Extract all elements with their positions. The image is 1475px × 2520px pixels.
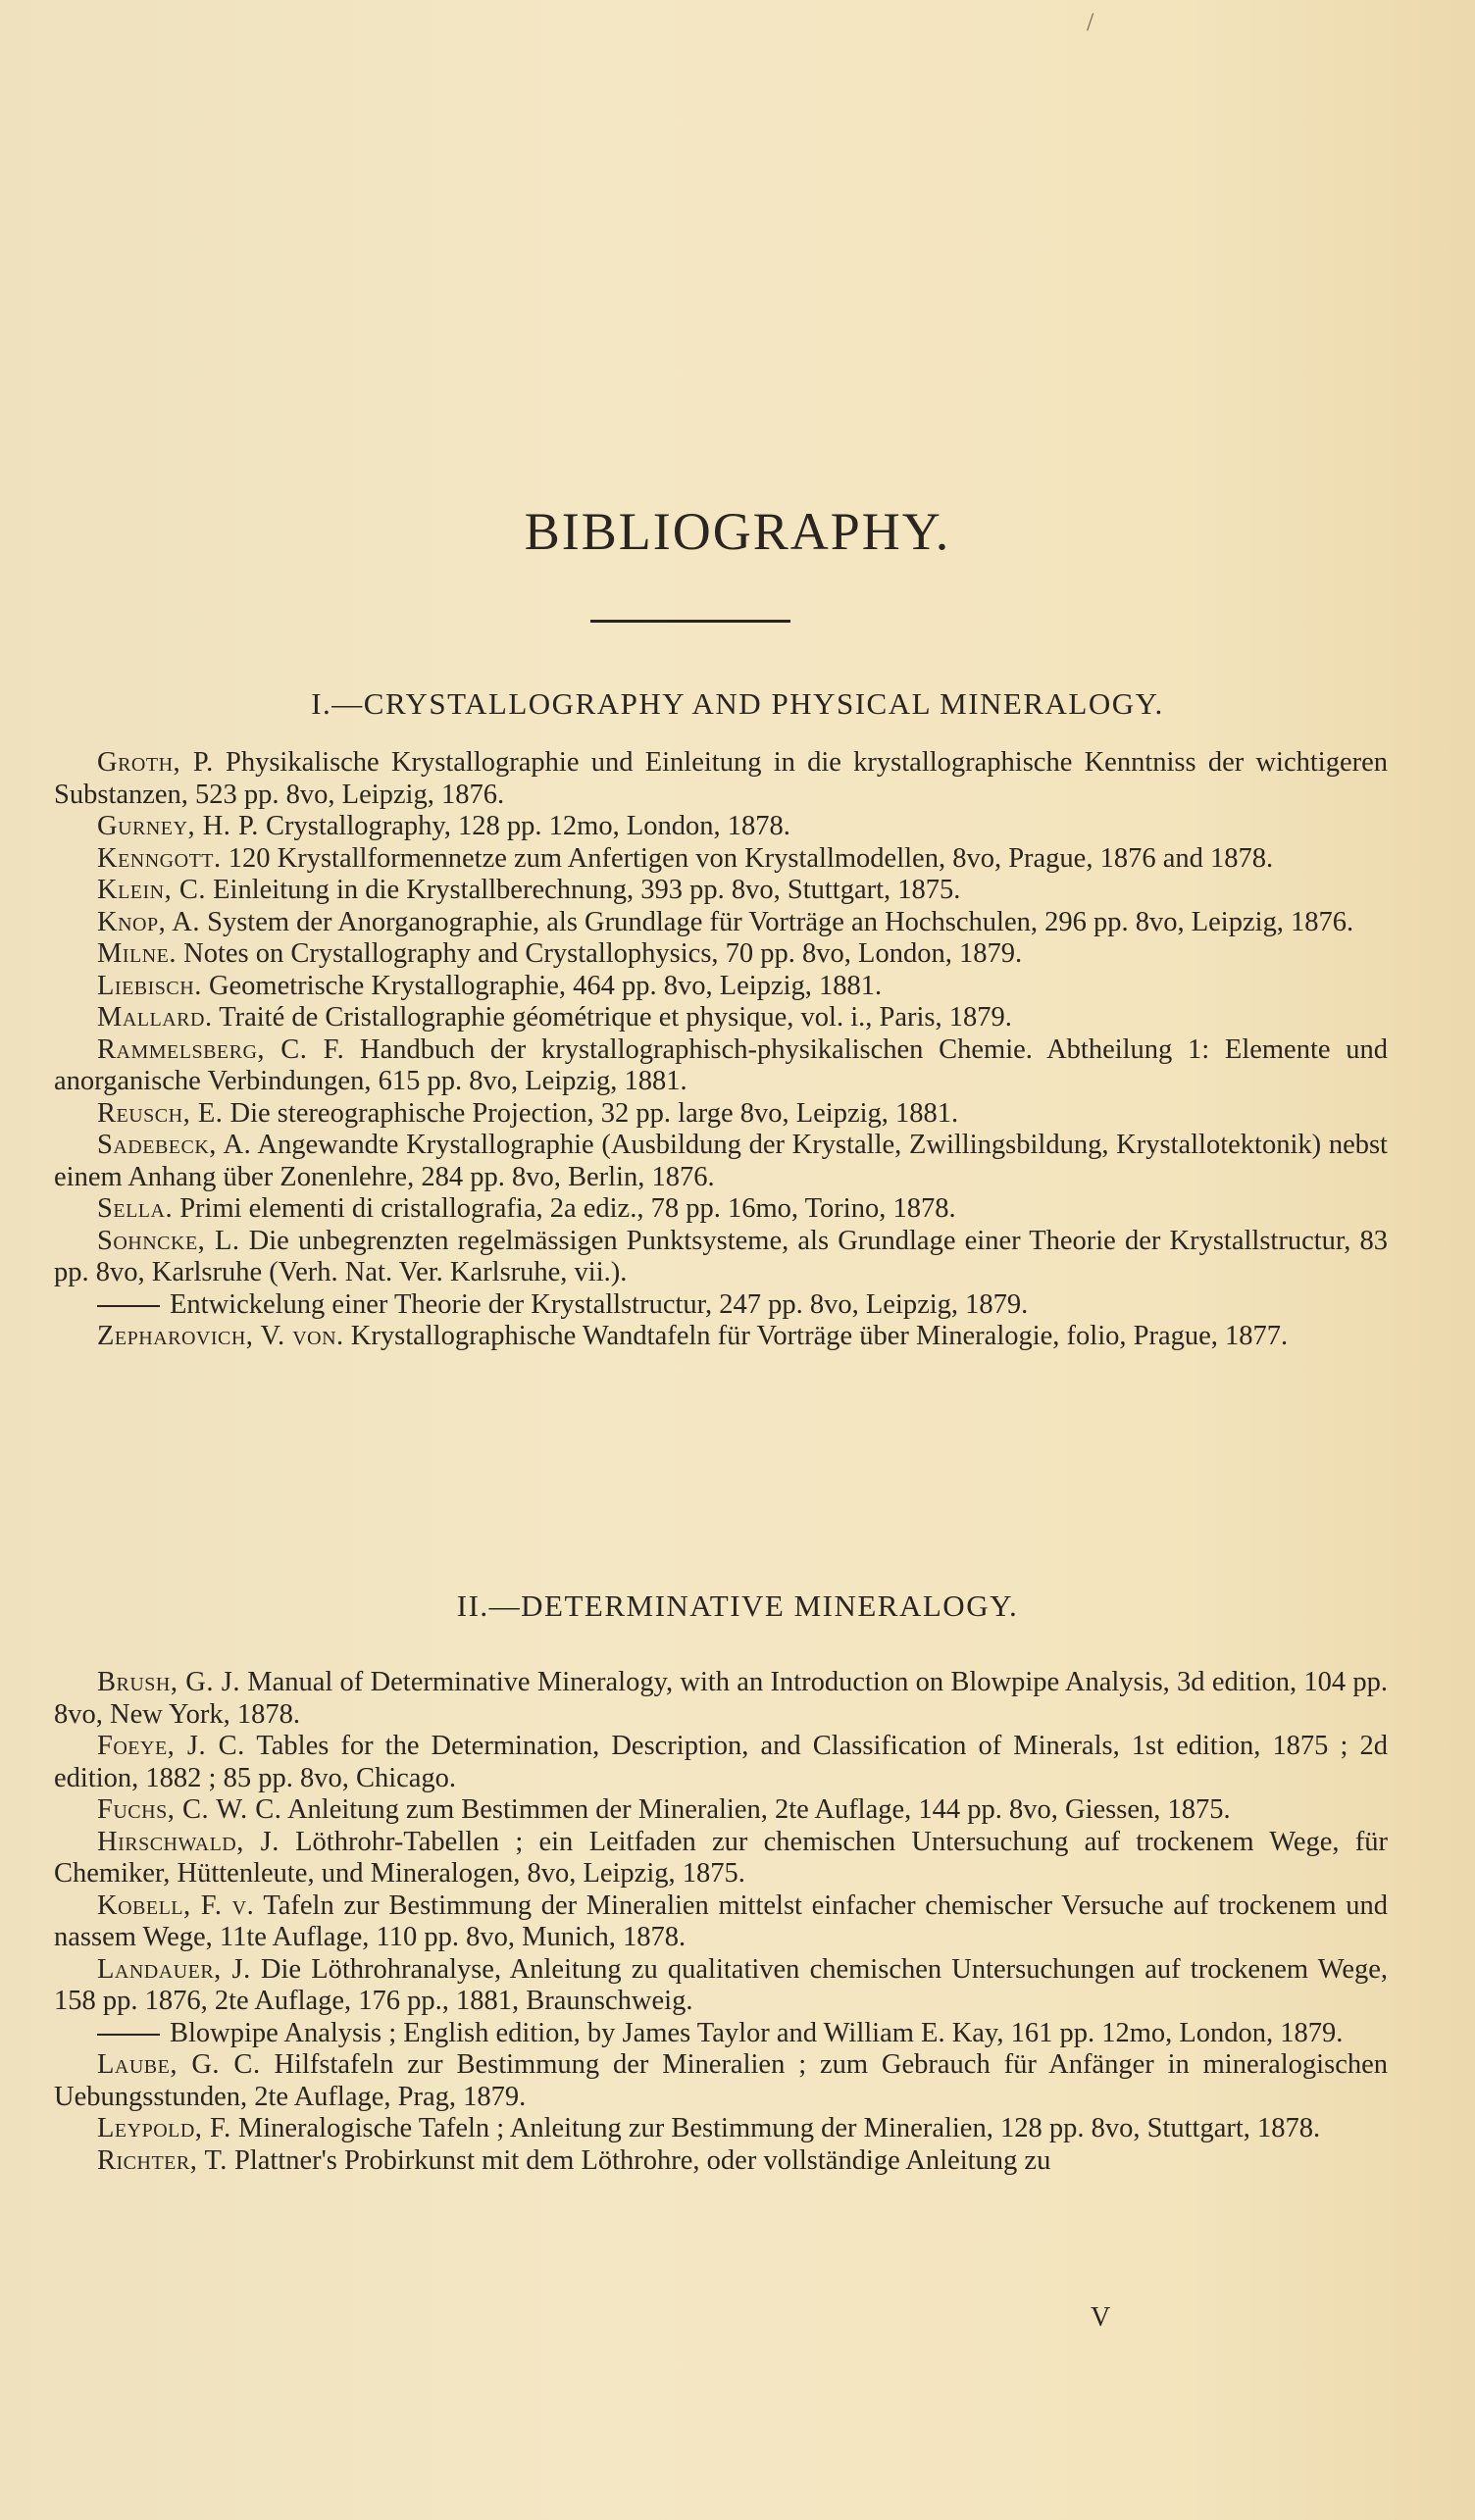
entry-text: Primi elementi di cristallografia, 2a ediz., 78 pp. 16mo, Torino, 1878. <box>179 1193 956 1224</box>
entry-author: Leypold, F. <box>97 2113 231 2143</box>
entry-text: Manual of Determinative Mineralogy, with an Introduction on Blowpipe Analysis, 3d edition, 104 pp. 8vo, New York, 1878. <box>54 1667 1389 1730</box>
entry-text: Löthrohr-Tabellen ; ein Leitfaden zur chemischen Untersuchung auf trockenem Wege, für Chemiker, Hüttenleute, und Mineralogen, 8vo, Leipzig, 1875. <box>54 1826 1389 1889</box>
bibliography-entry <box>54 875 1388 907</box>
entry-author: Gurney, H. P. <box>97 811 259 841</box>
bibliography-entry <box>54 1794 1388 1827</box>
entry-author: Knop, A. <box>97 906 200 937</box>
entry-author: Kenngott. <box>97 842 222 874</box>
entry-author: Foeye, J. C. <box>97 1731 245 1761</box>
entry-text: 120 Krystallformennetze zum Anfertigen von Krystallmodellen, 8vo, Prague, 1876 and 1878. <box>228 842 1274 874</box>
entry-text: Tables for the Determination, Description, and Classification of Minerals, 1st edition, 1875 ; 2d edition, 1882 ; 85 pp. 8vo, Chicago. <box>54 1731 1388 1793</box>
section-heading-crystallography: I.—CRYSTALLOGRAPHY AND PHYSICAL MINERALOGY. <box>311 686 1164 721</box>
entry-text: Einleitung in die Krystallberechnung, 393 pp. 8vo, Stuttgart, 1875. <box>213 875 961 905</box>
ditto-dash <box>97 1305 160 1307</box>
entry-text: Entwickelung einer Theorie der Krystallstructur, 247 pp. 8vo, Leipzig, 1879. <box>170 1288 1029 1320</box>
entry-text: Die unbegrenzten regelmässigen Punktsysteme, als Grundlage einer Theorie der Krystallstructur, 83 pp. 8vo, Karlsruhe (Verh. Nat. Ver. Karlsruhe, vii.). <box>54 1225 1389 1287</box>
entry-text: Die stereographische Projection, 32 pp. large 8vo, Leipzig, 1881. <box>229 1097 959 1129</box>
bibliography-entry <box>54 1827 1388 1890</box>
entry-text: Handbuch der krystallographisch-physikalischen Chemie. Abtheilung 1: Elemente und anorganische Verbindungen, 615 pp. 8vo, Leipzig, 1881. <box>54 1033 1388 1096</box>
bibliography-entry <box>54 1731 1388 1794</box>
bibliography-entry <box>54 1098 1388 1131</box>
entry-text: Krystallographische Wandtafeln für Vorträge über Mineralogie, folio, Prague, 1877. <box>350 1321 1289 1351</box>
entry-author: Zepharovich, V. von. <box>97 1321 344 1351</box>
section-entries-determinative <box>54 1667 1388 2177</box>
bibliography-entry <box>54 843 1388 876</box>
page-title: BIBLIOGRAPHY. <box>524 502 951 561</box>
entry-author: Hirschwald, J. <box>97 1826 280 1857</box>
entry-author: Milne. <box>97 938 178 969</box>
entry-text: Plattner's Probirkunst mit dem Löthrohre, oder vollständige Anleitung zu <box>234 2144 1051 2176</box>
entry-text: Tafeln zur Bestimmung der Mineralien mittelst einfacher chemischer Versuche auf trockenem und nassem Wege, 11te Auflage, 110 pp. 8vo, Munich, 1878. <box>54 1890 1388 1952</box>
bibliography-entry <box>54 1002 1388 1034</box>
entry-author: Sadebeck, A. <box>97 1130 252 1160</box>
bibliography-entry <box>54 907 1388 939</box>
bibliography-entry <box>54 811 1388 843</box>
entry-text: System der Anorganographie, als Grundlage für Vorträge an Hochschulen, 296 pp. 8vo, Leipzig, 1876. <box>207 906 1354 937</box>
entry-text: Hilfstafeln zur Bestimmung der Mineralien ; zum Gebrauch für Anfänger in mineralogischen Uebungsstunden, 2te Auflage, Prag, 1879. <box>54 2049 1388 2112</box>
bibliography-entry <box>54 1321 1388 1353</box>
entry-text: Die Löthrohranalyse, Anleitung zu qualitativen chemischen Untersuchungen auf trockenem Wege, 158 pp. 1876, 2te Auflage, 176 pp., 1881, Braunschweig. <box>54 1953 1389 2016</box>
entry-author: Liebisch. <box>97 970 202 1001</box>
entry-text: Geometrische Krystallographie, 464 pp. 8vo, Leipzig, 1881. <box>208 970 883 1001</box>
entry-author: Laube, G. C. <box>97 2049 261 2080</box>
entry-text: Blowpipe Analysis ; English edition, by James Taylor and William E. Kay, 161 pp. 12mo, London, 1879. <box>170 2017 1344 2048</box>
entry-text: Traité de Cristallographie géométrique et physique, vol. i., Paris, 1879. <box>219 1002 1012 1033</box>
section-heading-determinative: II.—DETERMINATIVE MINERALOGY. <box>456 1588 1019 1623</box>
bibliography-entry <box>54 938 1388 971</box>
entry-text: Physikalische Krystallographie und Einleitung in die krystallographische Kenntniss der wichtigeren Substanzen, 523 pp. 8vo, Leipzig, 1876. <box>54 747 1388 810</box>
entry-author: Richter, T. <box>97 2144 228 2176</box>
entry-author: Landauer, J. <box>97 1953 251 1985</box>
bibliography-entry <box>54 1130 1388 1193</box>
entry-author: Sohncke, L. <box>97 1225 240 1256</box>
entry-text: Anleitung zum Bestimmen der Mineralien, 2te Auflage, 144 pp. 8vo, Giessen, 1875. <box>286 1794 1231 1825</box>
bibliography-entry <box>54 2049 1388 2113</box>
entry-author: Klein, C. <box>97 875 207 905</box>
entry-author: Reusch, E. <box>97 1097 224 1129</box>
entry-text: Mineralogische Tafeln ; Anleitung zur Bestimmung der Mineralien, 128 pp. 8vo, Stuttgart, 1878. <box>237 2113 1321 2143</box>
entry-text: Angewandte Krystallographie (Ausbildung der Krystalle, Zwillingsbildung, Krystallotektonik) nebst einem Anhang über Zonenlehre, 284 pp. 8vo, Berlin, 1876. <box>54 1130 1388 1192</box>
margin-mark: / <box>1087 8 1094 36</box>
bibliography-entry <box>54 1667 1388 1731</box>
bibliography-entry <box>54 1034 1388 1098</box>
entry-author: Rammelsberg, C. F. <box>97 1033 345 1065</box>
entry-author: Kobell, F. v. <box>97 1890 255 1921</box>
entry-text: Crystallography, 128 pp. 12mo, London, 1878. <box>266 811 790 841</box>
entry-text: Notes on Crystallography and Crystallophysics, 70 pp. 8vo, London, 1879. <box>183 938 1023 969</box>
title-rule <box>590 620 790 623</box>
signature-mark: V <box>1091 2302 1111 2333</box>
bibliography-entry <box>54 2018 1388 2050</box>
entry-author: Groth, P. <box>97 747 214 778</box>
bibliography-entry <box>54 971 1388 1003</box>
entry-author: Sella. <box>97 1193 174 1224</box>
bibliography-entry <box>54 747 1388 811</box>
bibliography-entry <box>54 1226 1388 1289</box>
bibliography-entry <box>54 1890 1388 1954</box>
bibliography-entry <box>54 1954 1388 2018</box>
bibliography-entry <box>54 2113 1388 2145</box>
bibliography-entry <box>54 2145 1388 2178</box>
bibliography-entry <box>54 1193 1388 1226</box>
bibliography-entry <box>54 1289 1388 1322</box>
entry-author: Fuchs, C. W. C. <box>97 1794 282 1825</box>
section-entries-crystallography <box>54 747 1388 1353</box>
ditto-dash <box>97 2034 160 2036</box>
entry-author: Mallard. <box>97 1002 213 1033</box>
entry-author: Brush, G. J. <box>97 1667 240 1697</box>
